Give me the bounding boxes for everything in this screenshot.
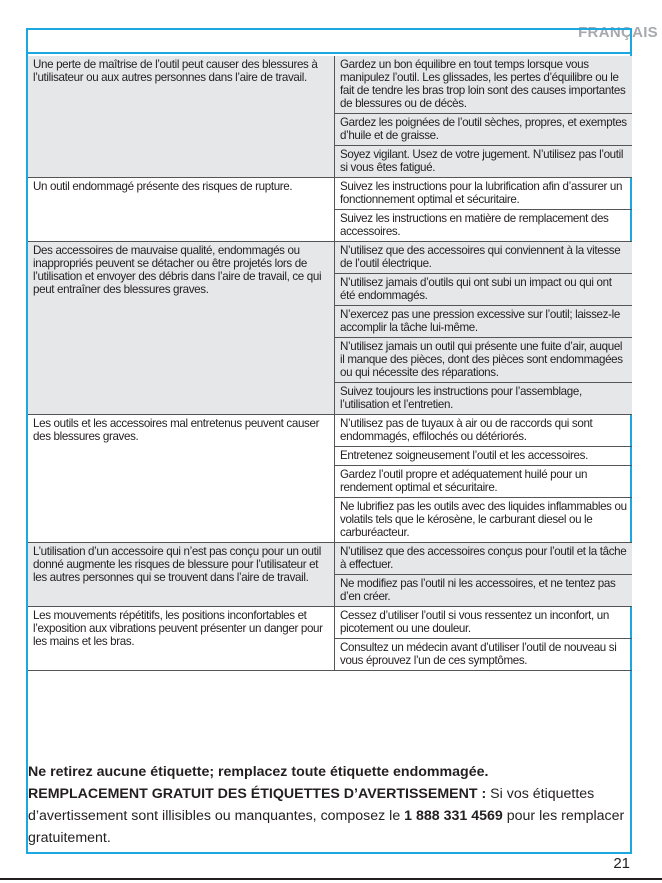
hazard-cell: Un outil endommagé présente des risques de rupture. — [28, 178, 335, 242]
precaution-cell: Cessez d’utiliser l’outil si vous ressentez un inconfort, un picotement ou une douleur. — [335, 607, 633, 639]
label-warning: Ne retirez aucune étiquette; remplacez toute étiquette endommagée. — [28, 764, 489, 780]
precaution-cell: Gardez les poignées de l’outil sèches, propres, et exemptes d’huile et de graisse. — [335, 114, 633, 146]
precaution-cell: Gardez un bon équilibre en tout temps lorsque vous manipulez l’outil. Les glissades, les pertes d’équilibre ou le fait de tendre les bras trop loin sont des causes importantes de blessures ou de décès. — [335, 56, 633, 114]
precaution-cell: Soyez vigilant. Usez de votre jugement. N’utilisez pas l’outil si vous êtes fatigué. — [335, 146, 633, 178]
top-band — [26, 28, 632, 54]
replacement-text-1: Si vos étiquettes d’avertissement sont illisibles ou manquantes, composez le — [28, 786, 595, 824]
hazard-cell: Les outils et les accessoires mal entretenus peuvent causer des blessures graves. — [28, 415, 335, 543]
precaution-cell: Consultez un médecin avant d’utiliser l’outil de nouveau si vous éprouvez l’un de ces symptômes. — [335, 639, 633, 671]
page-number: 21 — [613, 855, 630, 872]
hazard-cell: L’utilisation d’un accessoire qui n’est pas conçu pour un outil donné augmente les risques de blessure pour l’utilisateur et les autres personnes qui se trouvent dans l’aire de travail. — [28, 543, 335, 607]
replacement-heading: REMPLACEMENT GRATUIT DES ÉTIQUETTES D’AVERTISSEMENT : — [28, 786, 487, 802]
safety-table — [28, 56, 632, 671]
precaution-cell: N’utilisez pas de tuyaux à air ou de raccords qui sont endommagés, effilochés ou détériorés. — [335, 415, 633, 447]
replacement-paragraph — [28, 783, 628, 849]
hazard-cell: Les mouvements répétitifs, les positions inconfortables et l’exposition aux vibrations peuvent présenter un danger pour les mains et les bras. — [28, 607, 335, 671]
language-header: FRANÇAIS — [578, 24, 658, 41]
precaution-cell: Ne lubrifiez pas les outils avec des liquides inflammables ou volatils tels que le kérosène, le carburant diesel ou le carburéacteur. — [335, 498, 633, 543]
hazard-cell: Des accessoires de mauvaise qualité, endommagés ou inappropriés peuvent se détacher ou être projetés lors de l’utilisation et envoyer des débris dans l’aire de travail, ce qui peut entraîner des blessures graves. — [28, 242, 335, 415]
bottom-rule — [0, 878, 662, 880]
precaution-cell: Entretenez soigneusement l’outil et les accessoires. — [335, 447, 633, 466]
hazard-cell: Une perte de maîtrise de l’outil peut causer des blessures à l’utilisateur ou aux autres personnes dans l’aire de travail. — [28, 56, 335, 178]
precaution-cell: Suivez toujours les instructions pour l’assemblage, l’utilisation et l’entretien. — [335, 383, 633, 415]
replacement-text-2: pour les remplacer gratuitement. — [28, 808, 625, 846]
table-row — [28, 56, 632, 114]
precaution-cell: N’exercez pas une pression excessive sur l’outil; laissez-le accomplir la tâche lui-même. — [335, 306, 633, 338]
precaution-cell: Ne modifiez pas l’outil ni les accessoires, et ne tentez pas d’en créer. — [335, 575, 633, 607]
precaution-cell: Gardez l’outil propre et adéquatement huilé pour un rendement optimal et sécuritaire. — [335, 466, 633, 498]
table-row — [28, 242, 632, 274]
precaution-cell: Suivez les instructions en matière de remplacement des accessoires. — [335, 210, 633, 242]
table-row — [28, 607, 632, 639]
precaution-cell: N’utilisez jamais un outil qui présente une fuite d’air, auquel il manque des pièces, dont des pièces sont endommagées ou qui nécessite des réparations. — [335, 338, 633, 383]
table-row — [28, 543, 632, 575]
safety-table-body — [28, 56, 632, 671]
table-row — [28, 415, 632, 447]
phone-number: 1 888 331 4569 — [404, 808, 503, 824]
precaution-cell: Suivez les instructions pour la lubrification afin d’assurer un fonctionnement optimal et sécuritaire. — [335, 178, 633, 210]
precaution-cell: N’utilisez jamais d’outils qui ont subi un impact ou qui ont été endommagés. — [335, 274, 633, 306]
label-notes — [28, 761, 628, 849]
precaution-cell: N’utilisez que des accessoires qui conviennent à la vitesse de l’outil électrique. — [335, 242, 633, 274]
precaution-cell: N’utilisez que des accessoires conçus pour l’outil et la tâche à effectuer. — [335, 543, 633, 575]
table-row — [28, 178, 632, 210]
